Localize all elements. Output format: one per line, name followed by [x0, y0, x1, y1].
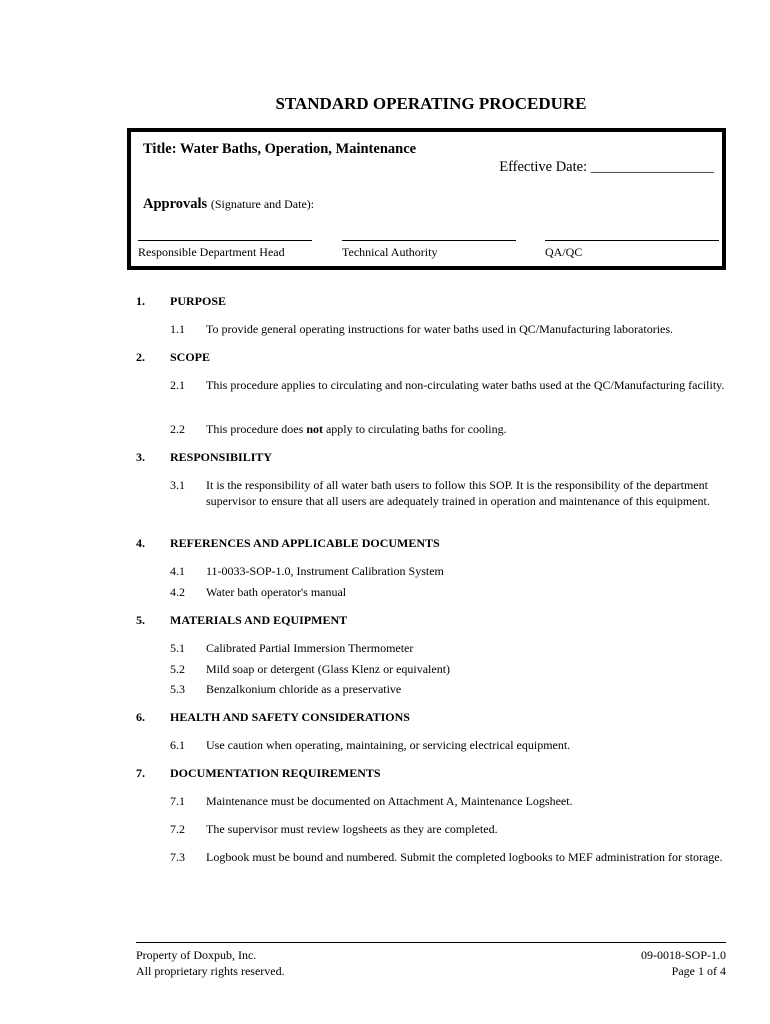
approvals-label	[143, 196, 314, 213]
item-text: Water bath operator's manual	[206, 585, 347, 599]
item-number: 7.2	[170, 822, 185, 836]
item-text: Mild soap or detergent (Glass Klenz or equivalent)	[206, 662, 451, 676]
section-number: 3.	[136, 450, 145, 464]
footer-page-number: Page 1 of 4	[671, 964, 726, 978]
signature-role: QA/QC	[545, 245, 583, 259]
item-number: 1.1	[170, 322, 185, 336]
section-number: 2.	[136, 350, 145, 364]
item-number: 2.2	[170, 422, 185, 436]
item-number: 3.1	[170, 478, 185, 492]
item-text: Calibrated Partial Immersion Thermometer	[206, 641, 414, 655]
item-text-part: apply to circulating baths for cooling.	[322, 422, 507, 436]
footer-property: Property of Doxpub, Inc.	[136, 948, 257, 962]
document-title: STANDARD OPERATING PROCEDURE	[275, 94, 587, 113]
signature-block-department-head	[138, 230, 312, 260]
section-heading-responsibility: RESPONSIBILITY	[170, 450, 273, 464]
section-number: 7.	[136, 766, 145, 780]
signature-line	[138, 230, 312, 241]
footer-divider	[136, 942, 726, 943]
effective-date-field: Effective Date: _________________	[499, 159, 714, 175]
item-text-emphasis: not	[306, 422, 323, 436]
item-text: Maintenance must be documented on Attachment A, Maintenance Logsheet.	[206, 794, 573, 808]
approvals-note: (Signature and Date)	[210, 197, 311, 211]
item-text	[206, 422, 726, 438]
item-text: It is the responsibility of all water bath users to follow this SOP. It is the responsibility of the department supervisor to ensure that all users are adequately trained in operation and maintenance of this equipment.	[206, 478, 710, 508]
section-heading-materials: MATERIALS AND EQUIPMENT	[170, 613, 348, 627]
section-number: 4.	[136, 536, 145, 550]
approvals-colon: :	[310, 197, 315, 211]
footer-ownership	[136, 947, 285, 979]
item-text-part: This procedure does	[206, 422, 307, 436]
footer-doc-id: 09-0018-SOP-1.0	[640, 948, 726, 962]
item-text: To provide general operating instructions for water baths used in QC/Manufacturing laboratories.	[206, 322, 674, 336]
signature-line	[545, 230, 719, 241]
section-heading-references: REFERENCES AND APPLICABLE DOCUMENTS	[170, 536, 440, 550]
section-number: 1.	[136, 294, 145, 308]
item-number: 4.2	[170, 585, 185, 599]
item-number: 2.1	[170, 378, 185, 392]
signature-block-technical-authority	[342, 230, 516, 260]
item-text: Logbook must be bound and numbered. Submit the completed logbooks to MEF administration for storage.	[206, 850, 723, 864]
footer-doc-info	[641, 947, 726, 979]
section-heading-documentation: DOCUMENTATION REQUIREMENTS	[170, 766, 381, 780]
item-text: This procedure applies to circulating and non-circulating water baths used at the QC/Manufacturing facility.	[206, 378, 725, 392]
section-heading-scope: SCOPE	[170, 350, 211, 364]
section-number: 5.	[136, 613, 145, 627]
approvals-heading: Approvals	[143, 196, 208, 212]
signature-block-qa-qc	[545, 230, 719, 260]
section-number: 6.	[136, 710, 145, 724]
item-number: 5.2	[170, 662, 185, 676]
signature-line	[342, 230, 516, 241]
signature-role: Responsible Department Head	[138, 245, 285, 259]
item-text: The supervisor must review logsheets as they are completed.	[206, 822, 498, 836]
item-text: 11-0033-SOP-1.0, Instrument Calibration System	[206, 564, 444, 578]
item-number: 6.1	[170, 738, 185, 752]
item-text: Benzalkonium chloride as a preservative	[206, 682, 402, 696]
footer-rights: All proprietary rights reserved.	[136, 964, 285, 978]
item-number: 5.3	[170, 682, 185, 696]
signature-role: Technical Authority	[342, 245, 438, 259]
item-number: 7.3	[170, 850, 185, 864]
item-number: 4.1	[170, 564, 185, 578]
item-number: 5.1	[170, 641, 185, 655]
item-number: 7.1	[170, 794, 185, 808]
section-heading-health-safety: HEALTH AND SAFETY CONSIDERATIONS	[170, 710, 410, 724]
sop-header-box	[127, 128, 726, 270]
sop-title: Title: Water Baths, Operation, Maintenance	[143, 141, 417, 157]
item-text: Use caution when operating, maintaining, or servicing electrical equipment.	[206, 738, 571, 752]
section-heading-purpose: PURPOSE	[170, 294, 227, 308]
